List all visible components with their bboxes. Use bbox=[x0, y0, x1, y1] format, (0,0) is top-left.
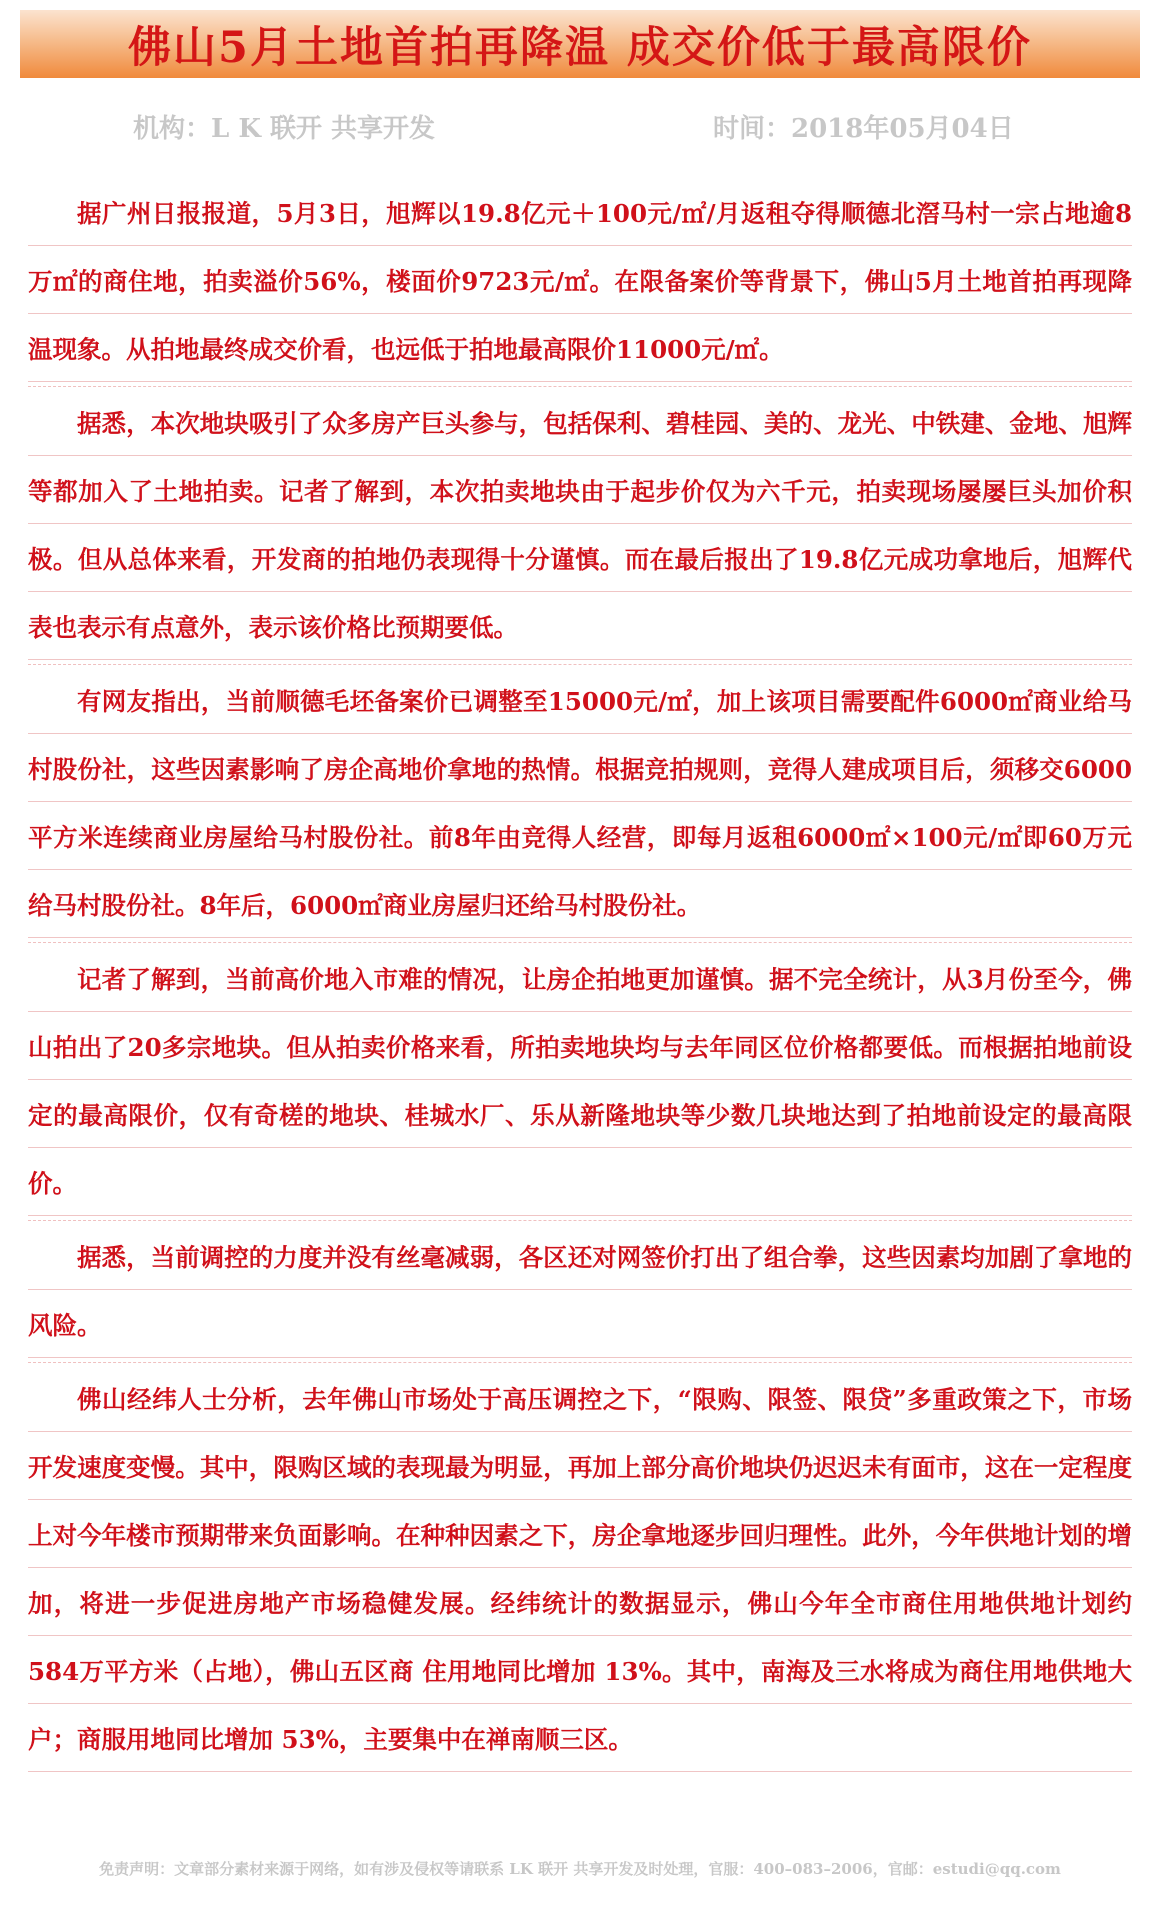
paragraph-2: 据悉，本次地块吸引了众多房产巨头参与，包括保利、碧桂园、美的、龙光、中铁建、金地、旭辉等都加入了土地拍卖。记者了解到，本次拍卖地块由于起步价仅为六千元，拍卖现场屡屡巨头加价积极。但从总体来看，开发商的拍地仍表现得十分谨慎。而在最后报出了19.8亿元成功拿地后，旭辉代表也表示有点意外，表示该价格比预期要低。 bbox=[28, 390, 1132, 665]
page-title: 佛山5月土地首拍再降温 成交价低于最高限价 bbox=[128, 22, 1032, 73]
paragraph-3: 有网友指出，当前顺德毛坯备案价已调整至15000元/㎡，加上该项目需要配件6000㎡商业给马村股份社，这些因素影响了房企高地价拿地的热情。根据竞拍规则，竞得人建成项目后，须移交6000平方米连续商业房屋给马村股份社。前8年由竞得人经营，即每月返租6000㎡×100元/㎡即60万元给马村股份社。8年后，6000㎡商业房屋归还给马村股份社。 bbox=[28, 668, 1132, 943]
paragraph-4: 记者了解到，当前高价地入市难的情况，让房企拍地更加谨慎。据不完全统计，从3月份至今，佛山拍出了20多宗地块。但从拍卖价格来看，所拍卖地块均与去年同区位价格都要低。而根据拍地前设定的最高限价，仅有奇槎的地块、桂城水厂、乐从新隆地块等少数几块地达到了拍地前设定的最高限价。 bbox=[28, 946, 1132, 1221]
article-body bbox=[28, 180, 1132, 1779]
date-label: 时间：2018年05月04日 bbox=[713, 114, 1014, 144]
disclaimer-footer: 免责声明：文章部分素材来源于网络，如有涉及侵权等请联系 LK 联开 共享开发及时处理，官服：400–083–2006，官邮：estudi@qq.com bbox=[99, 1860, 1061, 1878]
paragraph-1: 据广州日报报道，5月3日，旭辉以19.8亿元＋100元/㎡/月返租夺得顺德北滘马村一宗占地逾8万㎡的商住地，拍卖溢价56%，楼面价9723元/㎡。在限备案价等背景下，佛山5月土地首拍再现降温现象。从拍地最终成交价看，也远低于拍地最高限价11000元/㎡。 bbox=[28, 180, 1132, 387]
paragraph-5: 据悉，当前调控的力度并没有丝毫减弱，各区还对网签价打出了组合拳，这些因素均加剧了拿地的风险。 bbox=[28, 1224, 1132, 1363]
article-meta bbox=[0, 108, 1160, 148]
title-banner bbox=[20, 10, 1140, 78]
org-label: 机构：L K 联开 共享开发 bbox=[133, 114, 436, 144]
paragraph-6: 佛山经纬人士分析，去年佛山市场处于高压调控之下，“限购、限签、限贷”多重政策之下，市场开发速度变慢。其中，限购区域的表现最为明显，再加上部分高价地块仍迟迟未有面市，这在一定程度上对今年楼市预期带来负面影响。在种种因素之下，房企拿地逐步回归理性。此外，今年供地计划的增加，将进一步促进房地产市场稳健发展。经纬统计的数据显示，佛山今年全市商住用地供地计划约584万平方米（占地），佛山五区商 住用地同比增加 13%。其中，南海及三水将成为商住用地供地大户；商服用地同比增加 53%，主要集中在禅南顺三区。 bbox=[28, 1366, 1132, 1776]
